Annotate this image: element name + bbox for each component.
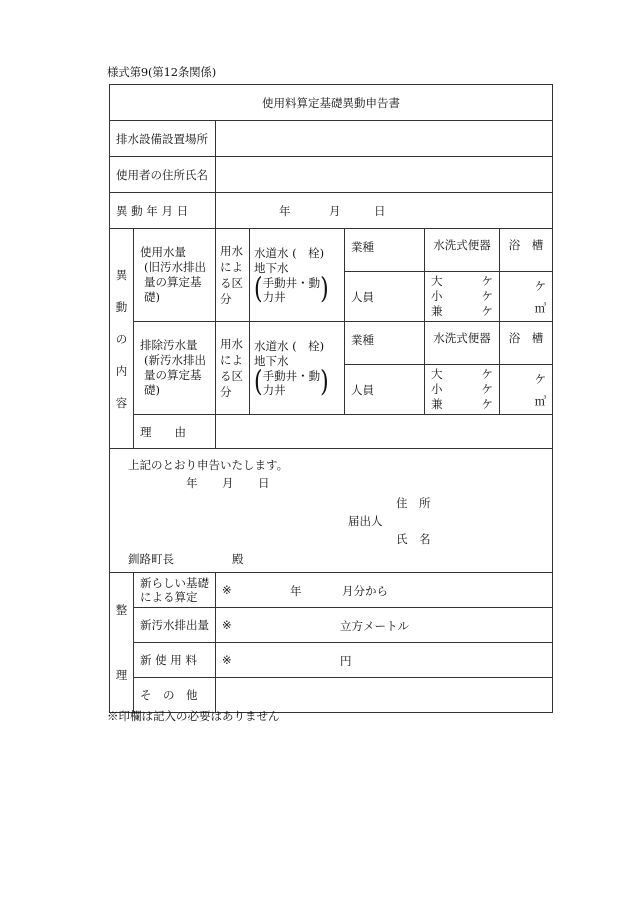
new-fee-label: 新 使 用 料 <box>134 643 216 678</box>
declaration-year: 年 <box>186 476 198 490</box>
water-use-note: (旧汚水排出量の算定基礎) <box>144 260 206 304</box>
sewage-cell <box>134 322 216 415</box>
declarant-name-label: 氏 名 <box>396 532 431 546</box>
water-category-cell-2: 用水 によ る区 分 <box>216 322 250 415</box>
office-vertical-label: 整 理 <box>110 573 134 713</box>
form-label: 様式第9(第12条関係) <box>107 65 217 79</box>
water-source-cell-1[interactable]: 水道水 ( 栓) 地下水 ( 手動井・動 力井 ) <box>250 229 345 322</box>
change-content-vertical-label: 異 動 の 内 容 <box>110 229 134 449</box>
declaration-box <box>110 449 553 573</box>
form-title: 使用料算定基礎異動申告書 <box>110 85 553 121</box>
business-label-1: 業種 <box>345 229 425 272</box>
date-month: 月 <box>329 204 341 218</box>
addressee: 釧路町長 <box>128 552 174 566</box>
flush-toilet-label-1: 水洗式便器 <box>425 229 500 272</box>
new-basis-label: 新らしい基礎 による算定 <box>134 573 216 608</box>
new-basis-field[interactable]: ※ 年 月分から <box>216 573 553 608</box>
declaration-statement: 上記のとおり申告いたします。 <box>128 458 289 472</box>
declaration-day: 日 <box>258 476 270 490</box>
reason-field[interactable] <box>216 415 553 449</box>
sewage-note: (新汚水排出量の算定基礎) <box>144 353 206 397</box>
location-label: 排水設備設置場所 <box>110 121 216 157</box>
toilet-size-cell-1[interactable]: 大 ケ 小 ケ 兼 ケ <box>425 272 500 322</box>
declaration-form <box>109 84 553 713</box>
flush-toilet-label-2: 水洗式便器 <box>425 322 500 365</box>
change-date-field[interactable] <box>216 193 553 229</box>
location-field[interactable] <box>216 121 553 157</box>
reason-label: 理 由 <box>134 415 216 449</box>
water-category-cell-1: 用水 によ る区 分 <box>216 229 250 322</box>
user-field[interactable] <box>216 157 553 193</box>
other-label: そ の 他 <box>134 678 216 713</box>
bath-count-cell-2[interactable]: ケ ㎥ <box>500 365 553 415</box>
declarant-label: 届出人 <box>348 514 383 528</box>
user-label: 使用者の住所氏名 <box>110 157 216 193</box>
bath-label-1: 浴 槽 <box>500 229 553 272</box>
persons-label-2: 人員 <box>345 365 425 415</box>
bath-label-2: 浴 槽 <box>500 322 553 365</box>
declaration-month: 月 <box>222 476 234 490</box>
persons-label-1: 人員 <box>345 272 425 322</box>
honorific: 殿 <box>232 552 244 566</box>
water-use-cell <box>134 229 216 322</box>
new-fee-field[interactable]: ※ 円 <box>216 643 553 678</box>
sewage-label: 排除汚水量 <box>140 338 198 352</box>
water-source-cell-2[interactable]: 水道水 ( 栓) 地下水 ( 手動井・動 力井 ) <box>250 322 345 415</box>
toilet-size-cell-2[interactable]: 大 ケ 小 ケ 兼 ケ <box>425 365 500 415</box>
business-label-2: 業種 <box>345 322 425 365</box>
water-use-label: 使用水量 <box>140 245 186 259</box>
new-sewage-label: 新汚水排出量 <box>134 608 216 643</box>
footnote: ※印欄は記入の必要はありません <box>107 709 280 723</box>
date-year: 年 <box>279 204 291 218</box>
new-sewage-field[interactable]: ※ 立方メートル <box>216 608 553 643</box>
bath-count-cell-1[interactable]: ケ ㎥ <box>500 272 553 322</box>
date-day: 日 <box>374 204 386 218</box>
declarant-address-label: 住 所 <box>396 496 431 510</box>
change-date-label: 異 動 年 月 日 <box>110 193 216 229</box>
